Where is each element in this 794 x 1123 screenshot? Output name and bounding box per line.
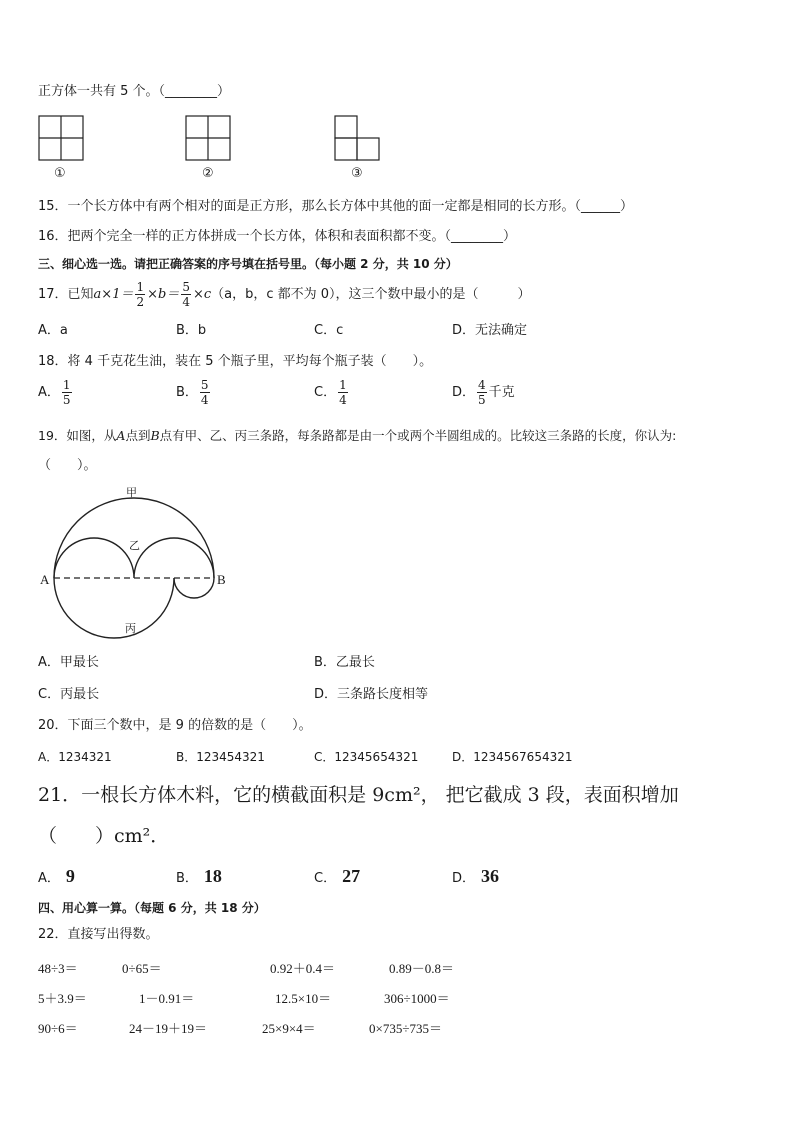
calc-3-1: 90÷6＝	[38, 1021, 78, 1036]
q19-option-a[interactable]: A．甲最长	[38, 655, 99, 670]
calc-1-2: 0÷65＝	[122, 961, 162, 976]
q18-option-a[interactable]: A． $\frac{1}{5}$	[38, 378, 71, 407]
q21-stem: 21．一根长方体木料，它的横截面积是 9cm²， 把它截成 3 段，表面积增加	[38, 784, 679, 806]
q15: 15．一个长方体中有两个相对的面是正方形，那么长方体中其他的面一定都是相同的长方形。（______）	[38, 199, 634, 214]
q21-option-d[interactable]: D． 36	[452, 866, 500, 886]
q17-option-b[interactable]: B．b	[176, 323, 207, 338]
q21-blank: （ ）cm²．	[38, 825, 170, 847]
label-a: A	[40, 572, 50, 587]
q16: 16．把两个完全一样的正方体拼成一个长方体，体积和表面积都不变。（________）	[38, 229, 517, 244]
q19-stem: 19．如图，从A点到B点有甲、乙、丙三条路，每条路都是由一个或两个半圆组成的。比较这三条路的长度，你认为:	[38, 428, 677, 443]
q17-expr-a: a×1＝	[93, 287, 134, 302]
cube-net-2	[185, 115, 233, 163]
q17-option-a[interactable]: A．a	[38, 323, 68, 338]
q17-suffix: （a，b，c 都不为 0），这三个数中最小的是（ ）	[211, 287, 531, 302]
q18-option-c[interactable]: C． $\frac{1}{4}$	[314, 378, 347, 407]
calc-2-4: 306÷1000＝	[384, 991, 450, 1006]
path-bing	[54, 578, 174, 638]
q19-blank: （ ）。	[38, 458, 97, 473]
q19-option-d[interactable]: D．三条路长度相等	[314, 687, 429, 702]
q20-option-c[interactable]: C．12345654321	[314, 750, 419, 764]
calc-2-2: 1－0.91＝	[139, 991, 195, 1006]
q14-tail: 正方体一共有 5 个。（________）	[38, 84, 231, 99]
q21-option-b[interactable]: B． 18	[176, 866, 222, 886]
net-label-3: ③	[351, 166, 363, 181]
cube-net-3	[334, 115, 382, 163]
q20-stem: 20．下面三个数中，是 9 的倍数的是（ ）。	[38, 718, 312, 733]
q20-option-a[interactable]: A．1234321	[38, 750, 112, 764]
q17-frac-2: $\frac{5}{4}$	[182, 280, 190, 309]
q17-prefix: 17．已知	[38, 287, 94, 302]
calc-2-3: 12.5×10＝	[275, 991, 332, 1006]
q20-option-b[interactable]: B．123454321	[176, 750, 265, 764]
calc-1-3: 0.92＋0.4＝	[270, 961, 336, 976]
label-b: B	[217, 572, 226, 587]
q20-option-d[interactable]: D．1234567654321	[452, 750, 573, 764]
section-3-heading: 三、细心选一选。请把正确答案的序号填在括号里。（每小题 2 分，共 10 分）	[38, 257, 458, 271]
q17-stem	[38, 279, 531, 311]
q17-option-d[interactable]: D．无法确定	[452, 323, 528, 338]
calc-1-4: 0.89－0.8＝	[389, 961, 455, 976]
q17-expr-b: ×b＝	[147, 287, 180, 302]
q21-option-c[interactable]: C． 27	[314, 866, 361, 886]
q17-frac-1: $\frac{1}{2}$	[136, 280, 145, 309]
q17-option-c[interactable]: C．c	[314, 323, 344, 338]
section-4-heading: 四、用心算一算。（每题 6 分，共 18 分）	[38, 901, 266, 915]
calc-3-4: 0×735÷735＝	[369, 1021, 442, 1036]
q22-stem: 22．直接写出得数。	[38, 927, 159, 942]
cube-net-1	[38, 115, 86, 163]
calc-2-1: 5＋3.9＝	[38, 991, 87, 1006]
q19-option-c[interactable]: C．丙最长	[38, 687, 100, 702]
calc-3-3: 25×9×4＝	[262, 1021, 316, 1036]
q17-expr-c: ×c	[192, 287, 212, 302]
label-bing: 丙	[125, 622, 136, 635]
q18-option-d[interactable]: D． $\frac{4}{5}$ 千克	[452, 378, 515, 407]
label-yi: 乙	[129, 539, 140, 552]
net-label-2: ②	[202, 166, 214, 181]
net-label-1: ①	[54, 166, 66, 181]
label-jia: 甲	[126, 486, 137, 499]
q19-paths-diagram	[36, 482, 236, 642]
q18-option-b[interactable]: B． $\frac{5}{4}$	[176, 378, 209, 407]
calc-1-1: 48÷3＝	[38, 961, 78, 976]
q18-stem: 18．将 4 千克花生油，装在 5 个瓶子里，平均每个瓶子装（ ）。	[38, 354, 433, 369]
q19-option-b[interactable]: B．乙最长	[314, 655, 375, 670]
calc-3-2: 24－19＋19＝	[129, 1021, 208, 1036]
q21-option-a[interactable]: A． 9	[38, 866, 75, 886]
